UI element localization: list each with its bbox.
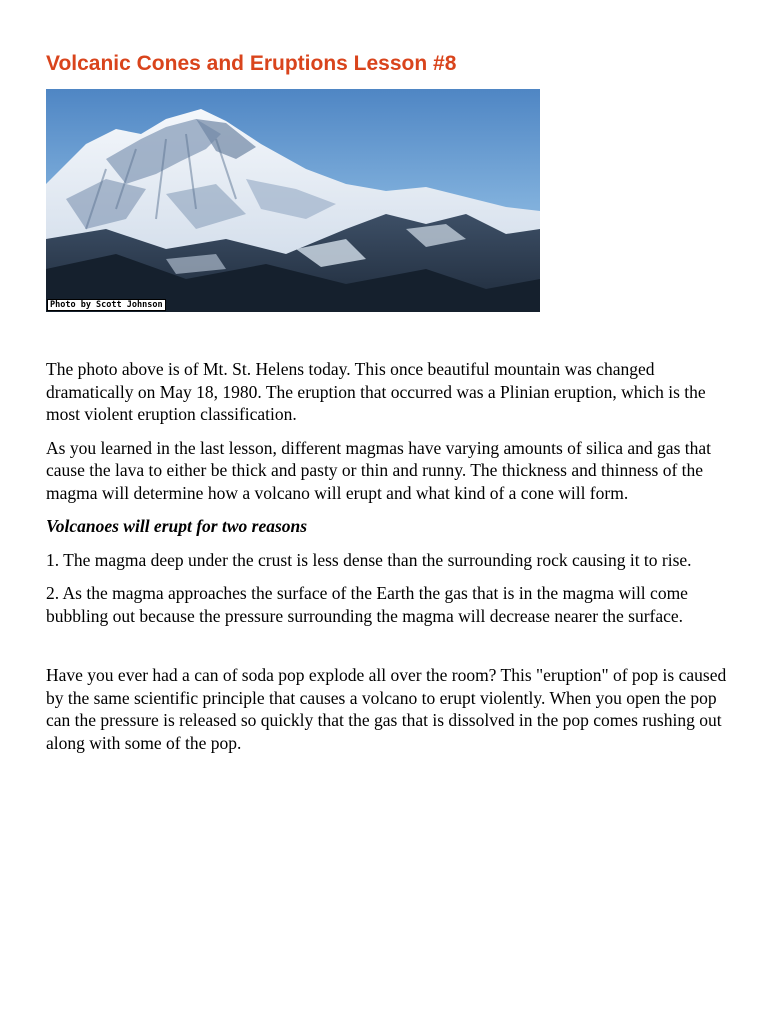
page-title: Volcanic Cones and Eruptions Lesson #8 xyxy=(46,52,457,75)
paragraph-magmas: As you learned in the last lesson, different magmas have varying amounts of silica and gas that cause the lava to either be thick and pasty or thin and runny. The thickness and thinness of the magma will determine how a volcano will erupt and what kind of a cone will form. xyxy=(46,437,711,503)
section-heading: Volcanoes will erupt for two reasons xyxy=(46,516,308,536)
paragraph-soda-pop: Have you ever had a can of soda pop explode all over the room? This "eruption" of pop is caused by the same scientific principle that causes a volcano to erupt violently. When you open the pop can the pressure is released so quickly that the gas that is dissolved in the pop comes rushing out along with some of the pop. xyxy=(46,665,727,753)
paragraph-intro: The photo above is of Mt. St. Helens today. This once beautiful mountain was changed dramatically on May 18, 1980. The eruption that occurred was a Plinian eruption, which is the most violent eruption classification. xyxy=(46,359,706,424)
lesson-body xyxy=(46,358,736,765)
reason-1: 1. The magma deep under the crust is less dense than the surrounding rock causing it to rise. xyxy=(46,549,692,570)
mt-st-helens-photo xyxy=(46,89,540,312)
photo-credit: Photo by Scott Johnson xyxy=(47,299,166,311)
reason-2: 2. As the magma approaches the surface of the Earth the gas that is in the magma will come bubbling out because the pressure surrounding the magma will decrease nearer the surface. xyxy=(46,583,688,626)
